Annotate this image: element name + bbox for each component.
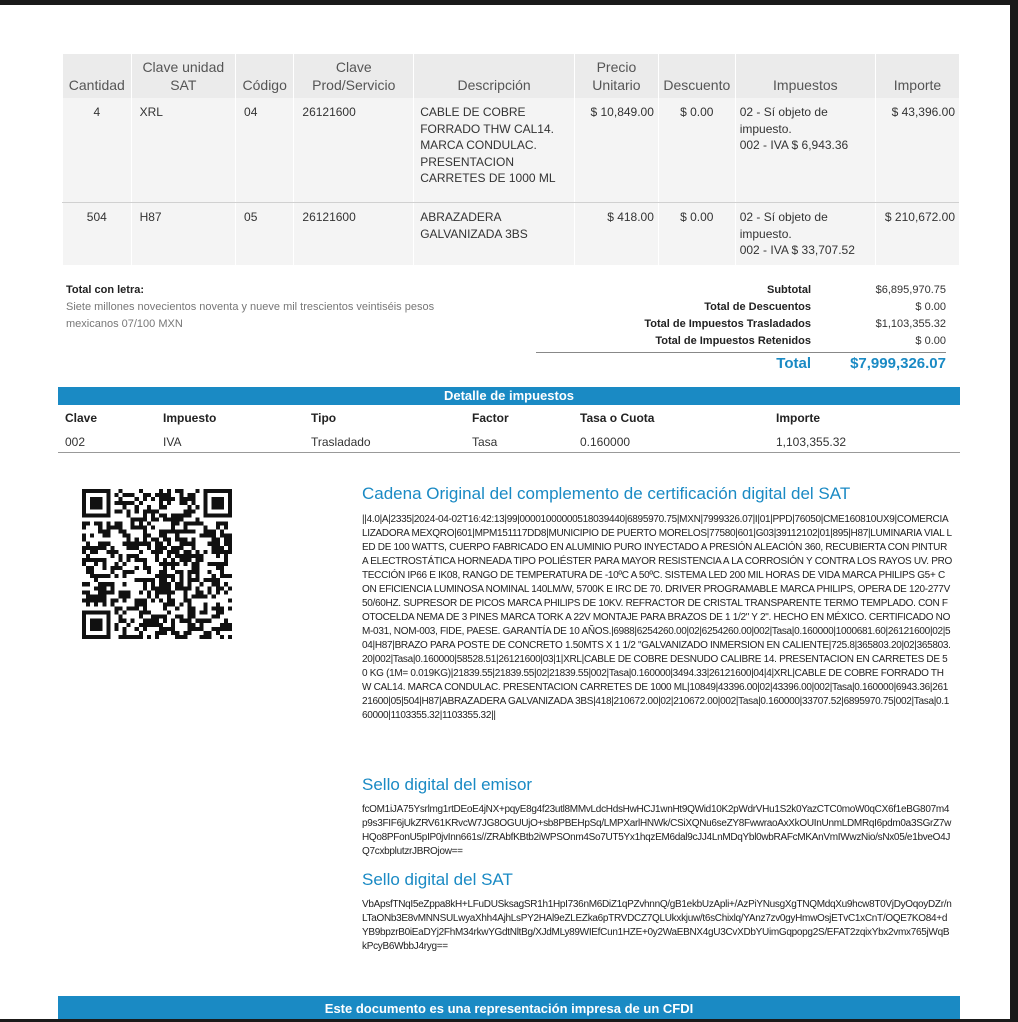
subtotal-label: Subtotal: [767, 284, 811, 296]
detalle-header-factor: Factor: [472, 411, 509, 425]
sello-sat-title: Sello digital del SAT: [362, 870, 513, 889]
impuestos-objeto: 02 - Sí objeto de impuesto.: [739, 105, 828, 136]
impuestos-iva: 002 - IVA $ 6,943.36: [739, 138, 849, 152]
cadena-original-title: Cadena Original del complemento de certificación digital del SAT: [362, 484, 851, 503]
retenidos-row: [536, 333, 946, 350]
retenidos-value: $ 0.00: [915, 335, 946, 347]
header-descuento: Descuento: [658, 54, 735, 98]
cell-clave-unidad: H87: [131, 203, 235, 265]
cell-impuestos: [735, 203, 875, 265]
subtotal-row: [536, 282, 946, 299]
header-codigo: Código: [236, 54, 294, 98]
detalle-header-tasa: Tasa o Cuota: [580, 411, 655, 425]
detalle-header-importe: Importe: [776, 411, 821, 425]
total-letra-text: Siete millones novecientos noventa y nueve mil trescientos veintiséis pesos mexicanos 07/100 MXN: [66, 301, 435, 330]
detalle-header-clave: Clave: [65, 411, 98, 425]
header-cantidad: Cantidad: [63, 54, 132, 98]
cell-cantidad: 504: [63, 203, 132, 265]
cell-importe: $ 43,396.00: [875, 98, 959, 203]
cell-precio: $ 418.00: [574, 203, 658, 265]
total-value: $7,999,326.07: [850, 355, 946, 372]
sello-emisor-text: fcOM1iJA75Ysrlmg1rtDEoE4jNX+pqyE8g4f23utl8MMvLdcHdsHwHCJ1wnHt9QWid10K2pWdrVHu1S2k0YazCTC0moW0qCX6f1eBG807m4p9s3FIF6jUkZRV61KRvcW7JG8OGUUjO+sb8PBEHpSq/LMPXarlHNWk/CSiXQNu6seZY8FwwraoAxXkOUInUnmLDMRqI6pdm0a3SGrZ7wHQo8PFonU5pIP0jvInn661s//ZRAbfKBtb2iWPSOnm4So7UT5Yx1hqzEM6dal9cJJ4LnMDqYbl0wbRAFcMKAnVmIWwzNio/sNx05/e1bveO4JQ7cxbplutzrJBROjow==: [362, 804, 952, 857]
detalle-tipo: Trasladado: [311, 435, 371, 449]
cell-clave-prod: 26121600: [294, 98, 414, 203]
header-importe: Importe: [875, 54, 959, 98]
sello-emisor-title: Sello digital del emisor: [362, 775, 533, 794]
subtotal-value: $6,895,970.75: [875, 284, 946, 296]
cadena-original-text: ||4.0|A|2335|2024-04-02T16:42:13|99|00001000000518039440|6895970.75|MXN|7999326.07|I|01|PPD|76050|CME160810UX9|COMERCIALIZADORA MEXQRO|601|MPM151117DD8|MUNICIPIO DE PUERTO MORELOS|77580|601|G03|39112102|01|895|H87|LUMINARIA VIAL LED DE 100 WATTS, CUERPO FABRICADO EN ALUMINIO PURO INYECTADO A PRESIÓN ALEACIÓN 360, RECUBIERTA CON PINTURA ELECTROSTÁTICA HORNEADA TIPO POLIÉSTER PARA MAYOR RESISTENCIA A LA CORROSIÓN Y CONTRA LOS RAYOS UV. PROTECCIÓN IP66 E IK08, RANGO DE TEMPERATURA DE -10ºC A 50ºC. SISTEMA LED 200 MIL HORAS DE VIDA MARCA PHILIPS G5+ CON EFICIENCIA LUMINOSA NOMINAL 140LM/W, 5700K E IRC DE 70. DRIVER PROGRAMABLE MARCA PHILIPS, OPERA DE 120-277V 50/60HZ. SUPRESOR DE PICOS MARCA PHILIPS DE 10KV. REFRACTOR DE CRISTAL TRANSPARENTE TERMO TEMPLADO. CON FOTOCELDA NEMA DE 3 PINES MARCA TORK A 22V MONTAJE PARA BRAZOS DE 1 1/2" Y 2". HECHO EN MÉXICO. CERTIFICADO NOM-031, NOM-003, FIDE, PAESE. GARANTÍA DE 10 AÑOS.|6988|6254260.00|02|6254260.00|002|Tasa|0.160000|1000681.60|26121600|02|504|H87|BRAZO PARA POSTE DE CONCRETO 1.50MTS X 1 1/2 "GALVANIZADO INMERSION EN CALIENTE|725.8|365803.20|02|365803.20|002|Tasa|0.160000|58528.51|26121600|03|1|XRL|CABLE DE COBRE DESNUDO CALIBRE 14. PRESENTACION EN CARRETES DE 50 KG (1M= 0.019KG)|21839.55|21839.55|02|21839.55|002|Tasa|0.160000|3494.33|26121600|04|4|XRL|CABLE DE COBRE FORRADO THW CAL14. MARCA CONDULAC. PRESENTACION CARRETES DE 1000 ML|10849|43396.00|02|43396.00|002|Tasa|0.160000|6943.36|26121600|05|504|H87|ABRAZADERA GALVANIZADA 3BS|418|210672.00|02|210672.00|002|Tasa|0.160000|33707.52|6895970.75|002|Tasa|0.160000|1103355.32|1103355.32||: [362, 514, 952, 721]
cell-codigo: 05: [236, 203, 294, 265]
retenidos-label: Total de Impuestos Retenidos: [655, 335, 811, 347]
cell-precio: $ 10,849.00: [574, 98, 658, 203]
header-clave-prod: Clave Prod/Servicio: [294, 54, 414, 98]
detalle-tasa: 0.160000: [580, 435, 631, 449]
detalle-impuesto: IVA: [163, 435, 182, 449]
trasladados-label: Total de Impuestos Trasladados: [644, 318, 811, 330]
trasladados-value: $1,103,355.32: [875, 318, 946, 330]
detalle-clave: 002: [65, 435, 86, 449]
header-precio: Precio Unitario: [574, 54, 658, 98]
cell-clave-prod: 26121600: [294, 203, 414, 265]
header-impuestos: Impuestos: [735, 54, 875, 98]
detalle-header-tipo: Tipo: [311, 411, 337, 425]
detalle-factor: Tasa: [472, 435, 498, 449]
detalle-header-impuesto: Impuesto: [163, 411, 217, 425]
totals-block: [536, 282, 946, 375]
total-row: [536, 353, 946, 375]
impuestos-iva: 002 - IVA $ 33,707.52: [739, 243, 855, 257]
descuentos-value: $ 0.00: [915, 301, 946, 313]
items-header-row: [63, 54, 960, 98]
cell-cantidad: 4: [63, 98, 132, 203]
detalle-impuestos-title: Detalle de impuestos: [58, 387, 960, 405]
cfdi-footer: Este documento es una representación impresa de un CFDI: [58, 996, 960, 1019]
trasladados-row: [536, 316, 946, 333]
detalle-row: [58, 432, 960, 453]
cell-impuestos: [735, 98, 875, 203]
cell-clave-unidad: XRL: [131, 98, 235, 203]
cell-descuento: $ 0.00: [658, 98, 735, 203]
descuentos-label: Total de Descuentos: [704, 301, 811, 313]
cell-importe: $ 210,672.00: [875, 203, 959, 265]
cell-descripcion: ABRAZADERA GALVANIZADA 3BS: [414, 203, 575, 265]
cell-descripcion: CABLE DE COBRE FORRADO THW CAL14. MARCA CONDULAC. PRESENTACION CARRETES DE 1000 ML: [414, 98, 575, 203]
detalle-importe: 1,103,355.32: [776, 435, 847, 449]
header-descripcion: Descripción: [414, 54, 575, 98]
total-letra-label: Total con letra:: [66, 284, 145, 296]
table-row: [63, 98, 960, 203]
sello-sat-text: VbApsfTNqI5eZppa8kH+LFuDUSksagSR1h1HpI736nM6DiZ1qPZvhnnQ/gB1ekbUzApli+/AzPiYNusgXgTNQMdqXu9hcw8T0VjDyOqoyDZr/nLTaONb3E8vMNNSULwyaXhh4AjhLsPY2HAl9eZLEZka6pTRVDCZ7QLUkxkjuw/t6sChixlq/YAnz7zv0gyHmwOsjETvC1xCnT/OQE7KO84+dYB9bpzrB0iEaDYj2FhM34rkwYGdtNltBg/XJdMLy89WIEfCun1HZE+0y2WaEBNX4gU3CvXDbYUimGqpopg2S/EFAT2zqixYbx2vmx765jWqBkPcyB6WbbJ4ryg==: [362, 899, 952, 952]
descuentos-row: [536, 299, 946, 316]
total-label: Total: [776, 355, 811, 372]
cell-descuento: $ 0.00: [658, 203, 735, 265]
cell-codigo: 04: [236, 98, 294, 203]
impuestos-objeto: 02 - Sí objeto de impuesto.: [739, 210, 828, 241]
detalle-header-row: [58, 408, 960, 428]
table-row: [63, 203, 960, 265]
header-clave-unidad: Clave unidad SAT: [131, 54, 235, 98]
items-table: [62, 54, 959, 265]
qr-code-icon: [82, 489, 232, 639]
